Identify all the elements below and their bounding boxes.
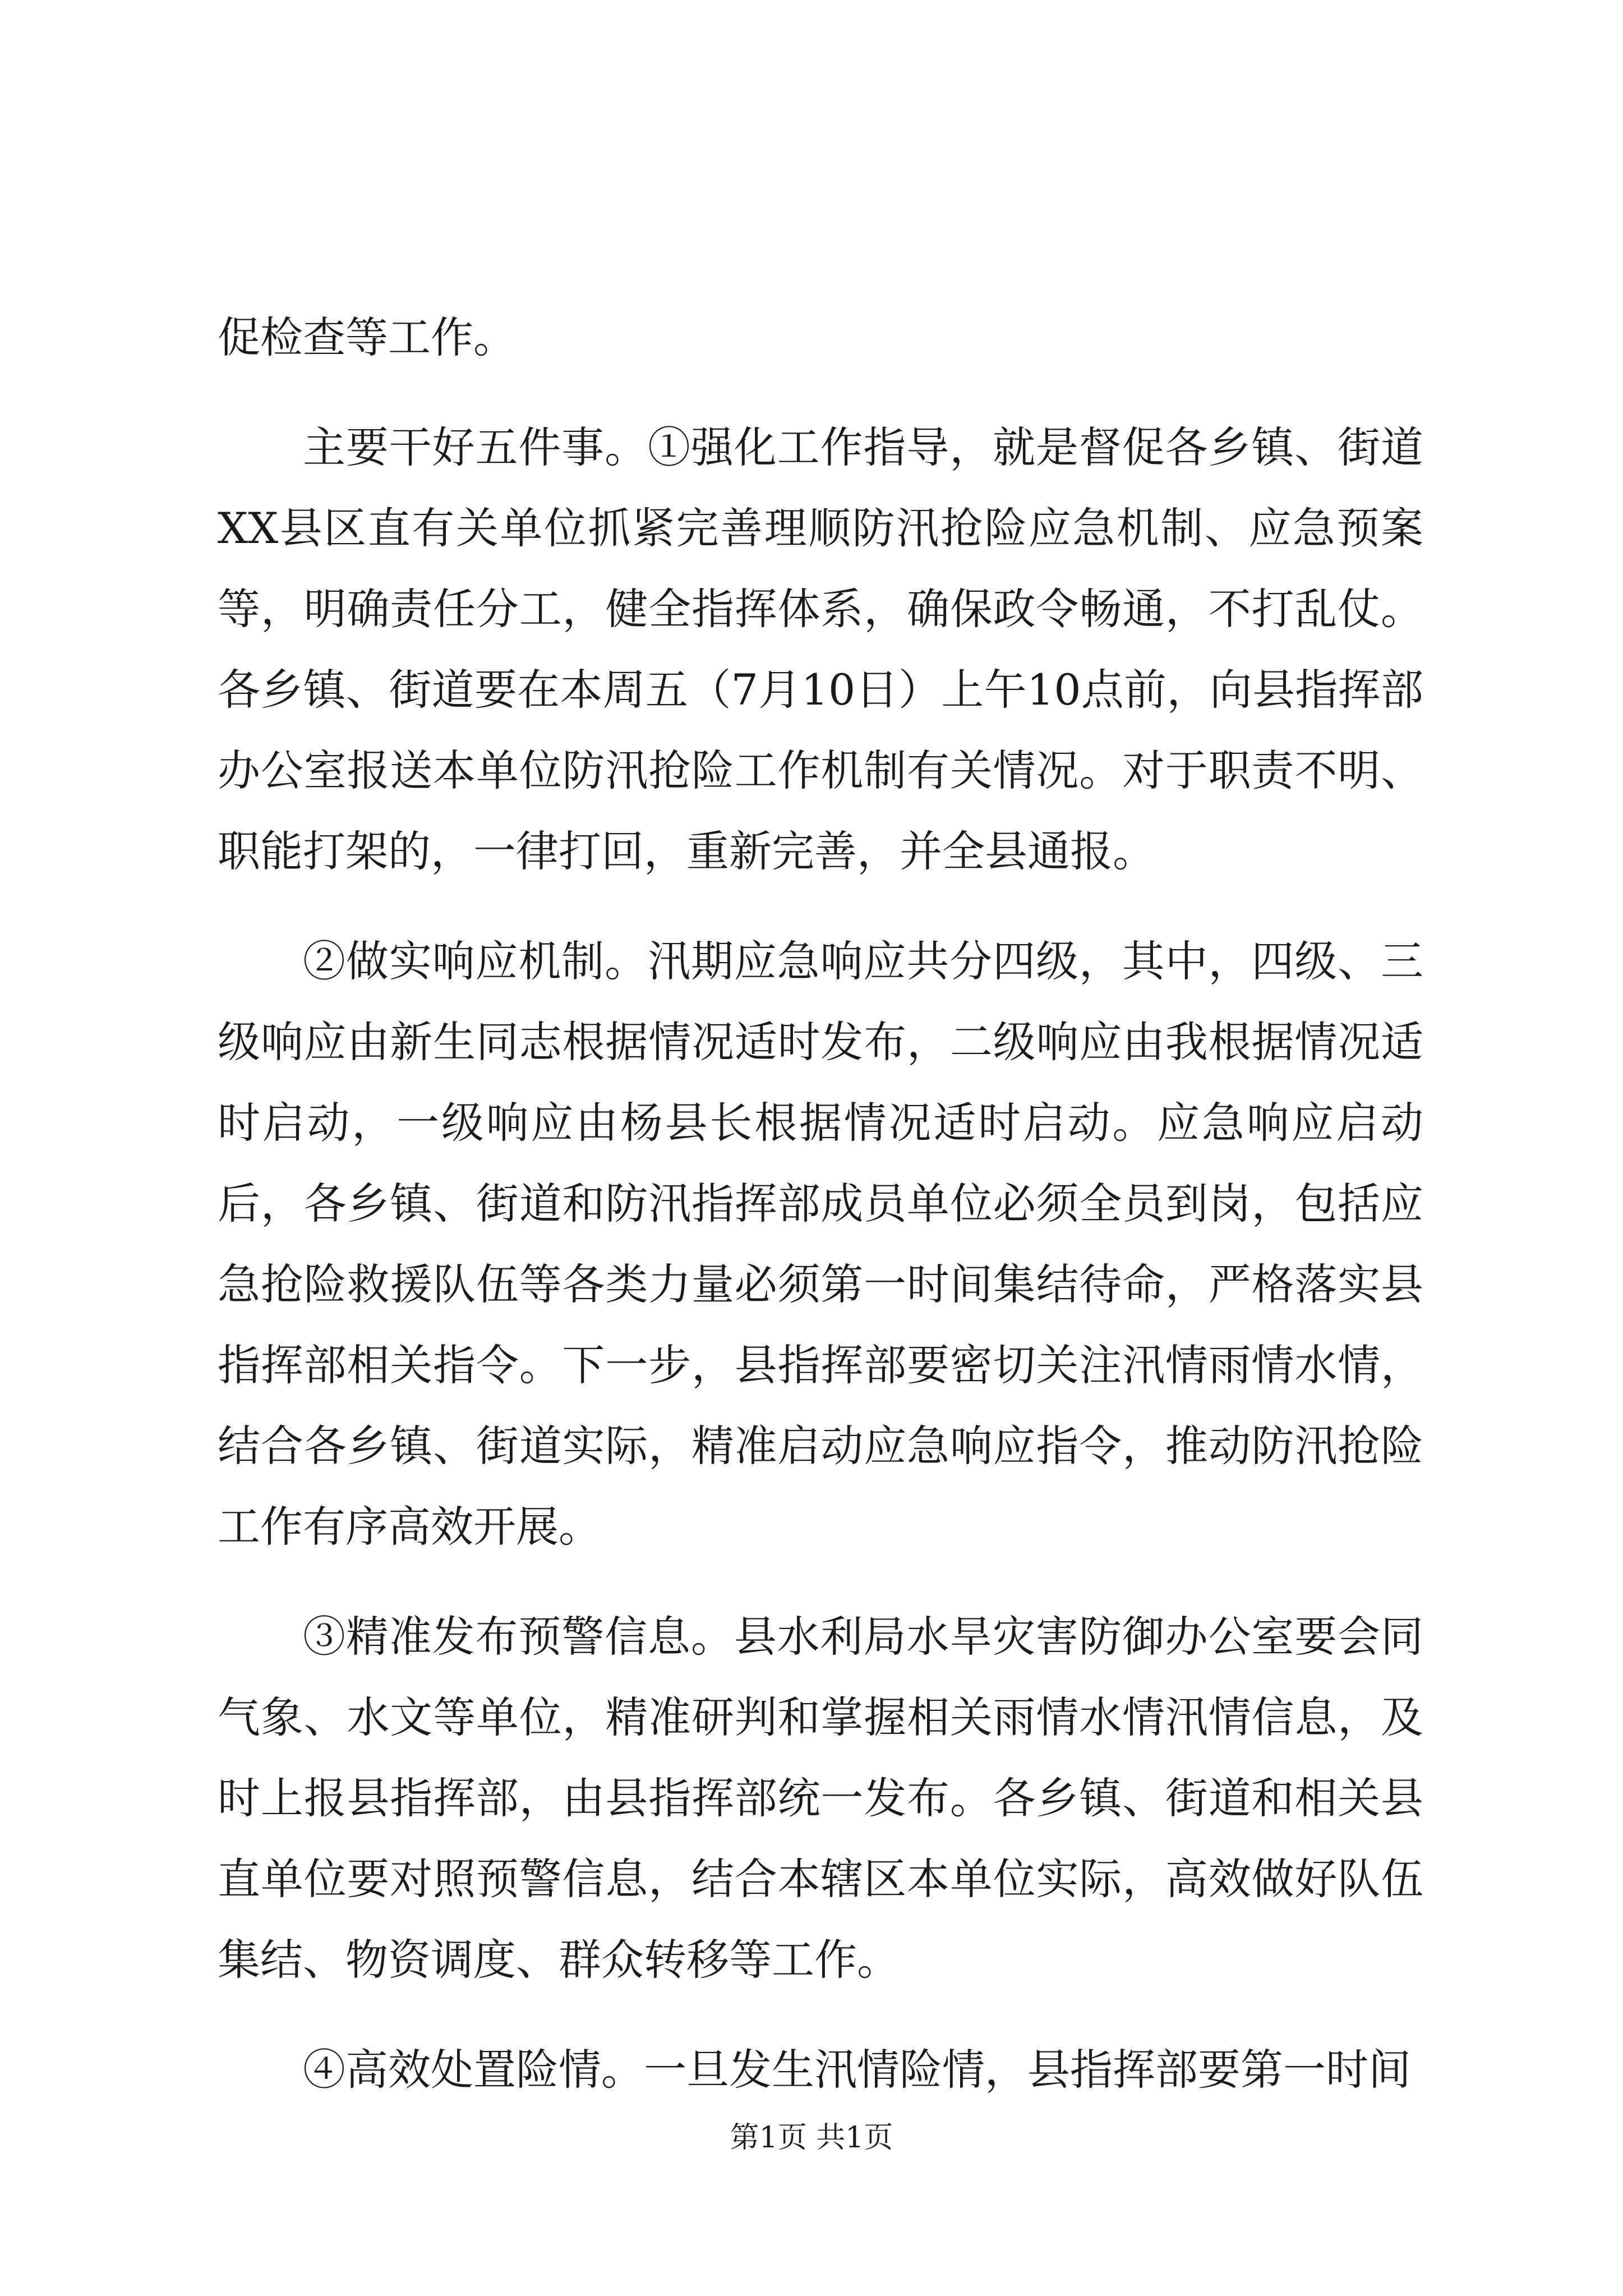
paragraph-gap — [218, 2000, 1423, 2030]
paragraph-gap — [218, 892, 1423, 921]
page-footer: 第1页 共1页 — [730, 2121, 893, 2155]
paragraph-gap — [218, 1567, 1423, 1596]
paragraph-gap — [218, 378, 1423, 407]
paragraph-4: ③精准发布预警信息。县水利局水旱灾害防御办公室要会同气象、水文等单位，精准研判和掌握相关雨情水情汛情信息，及时上报县指挥部，由县指挥部统一发布。各乡镇、街道和相关县直单位要对照预警信息，结合本辖区本单位实际，高效做好队伍集结、物资调度、群众转移等工作。 — [218, 1612, 1423, 1985]
paragraph-5: ④高效处置险情。一旦发生汛情险情，县指挥部要第一时间 — [303, 2045, 1411, 2095]
paragraph-1: 促检查等工作。 — [218, 312, 516, 362]
paragraph-3: ②做实响应机制。汛期应急响应共分四级，其中，四级、三级响应由新生同志根据情况适时发布，二级响应由我根据情况适时启动，一级响应由杨县长根据情况适时启动。应急响应启动后，各乡镇、街道和防汛指挥部成员单位必须全员到岗，包括应急抢险救援队伍等各类力量必须第一时间集结待命，严格落实县指挥部相关指令。下一步，县指挥部要密切关注汛情雨情水情，结合各乡镇、街道实际，精准启动应急响应指令，推动防汛抢险工作有序高效开展。 — [218, 936, 1423, 1552]
document-body — [218, 297, 1423, 2110]
paragraph-2: 主要干好五件事。①强化工作指导，就是督促各乡镇、街道XX县区直有关单位抓紧完善理顺防汛抢险应急机制、应急预案等，明确责任分工，健全指挥体系，确保政令畅通，不打乱仗。各乡镇、街道要在本周五（7月10日）上午10点前，向县指挥部办公室报送本单位防汛抢险工作机制有关情况。对于职责不明、职能打架的，一律打回，重新完善，并全县通报。 — [218, 422, 1423, 876]
